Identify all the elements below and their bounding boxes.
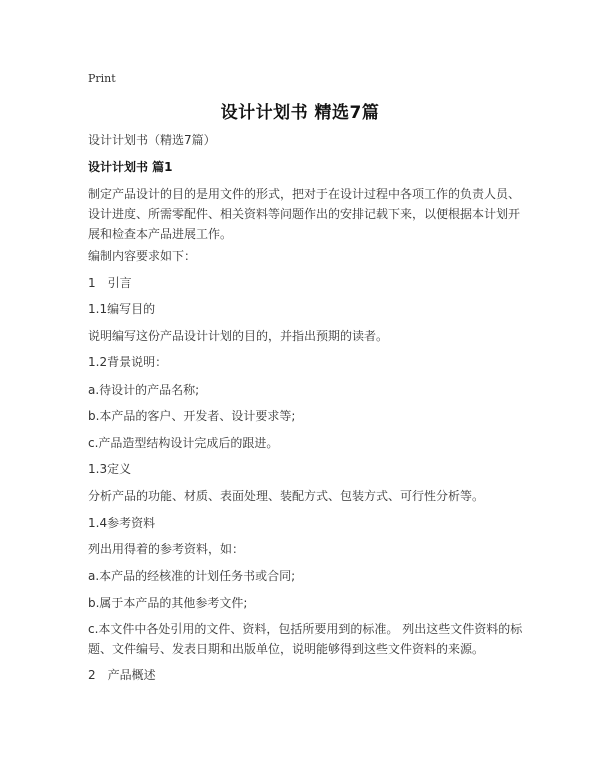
- requirements-lead: 编制内容要求如下：: [88, 249, 197, 263]
- section-1-1-title: 1.1编写目的: [88, 302, 156, 316]
- section-1-3-title: 1.3定义: [88, 462, 132, 476]
- section-1-2-item-b: b.本产品的客户、开发者、设计要求等;: [88, 409, 296, 423]
- section-1-3-body: 分析产品的功能、材质、表面处理、装配方式、包装方式、可行性分析等。: [88, 489, 485, 503]
- section-1-2-item-c: c.产品造型结构设计完成后的跟进。: [88, 436, 279, 450]
- section-heading: 设计计划书 篇1: [88, 160, 173, 174]
- print-label: Print: [88, 72, 116, 85]
- section-1-title: 1 引言: [88, 276, 132, 290]
- document-subtitle: 设计计划书（精选7篇）: [88, 133, 216, 147]
- section-1-1-body: 说明编写这份产品设计计划的目的，并指出预期的读者。: [88, 329, 389, 343]
- section-1-4-lead: 列出用得着的参考资料，如：: [88, 542, 245, 556]
- section-1-4-item-b: b.属于本产品的其他参考文件;: [88, 596, 248, 610]
- section-2-title: 2 产品概述: [88, 668, 156, 682]
- section-1-2-title: 1.2背景说明：: [88, 355, 168, 369]
- section-1-2-item-a: a.待设计的产品名称;: [88, 383, 200, 397]
- document-title: 设计计划书 精选7篇: [220, 103, 380, 123]
- section-1-4-title: 1.4参考资料: [88, 516, 156, 530]
- section-1-4-item-c: c.本文件中各处引用的文件、资料，包括所要用到的标准。 列出这些文件资料的标题、文件编号、发表日期和出版单位，说明能够得到这些文件资料的来源。: [88, 622, 523, 656]
- intro-paragraph: 制定产品设计的目的是用文件的形式，把对于在设计过程中各项工作的负责人员、设计进度、所需零配件、相关资料等问题作出的安排记载下来，以便根据本计划开展和检查本产品进展工作。: [88, 187, 521, 241]
- section-1-4-item-a: a.本产品的经核准的计划任务书或合同;: [88, 569, 296, 583]
